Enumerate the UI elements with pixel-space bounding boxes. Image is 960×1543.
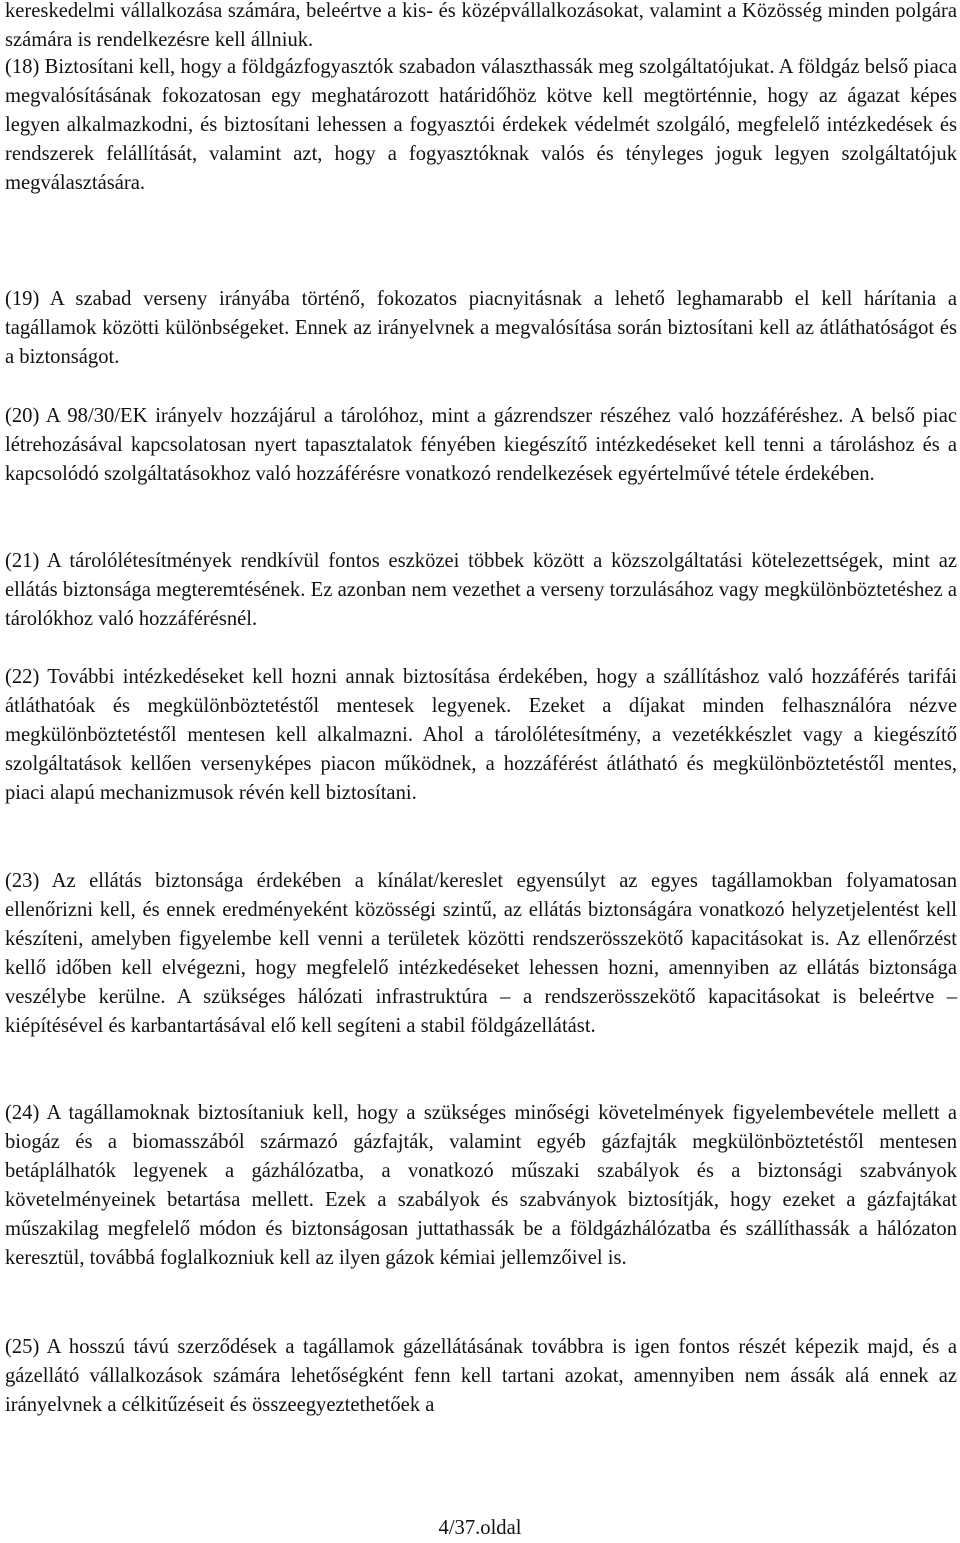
paragraph-continuation: kereskedelmi vállalkozása számára, beleértve a kis- és középvállalkozásokat, valamint a Közösség minden polgára számára is rendelkezésre kell állniuk.	[5, 0, 957, 51]
paragraph-19: (19) A szabad verseny irányába történő, fokozatos piacnyitásnak a lehető leghamarabb el kell hárítania a tagállamok közötti különbségeket. Ennek az irányelvnek a megvalósítása során biztosítani kell az átláthatóságot és a biztonságot.	[5, 288, 957, 368]
paragraph-18: (18) Biztosítani kell, hogy a földgázfogyasztók szabadon választhassák meg szolgáltatójukat. A földgáz belső piaca megvalósításának fokozatosan egy meghatározott határidőhöz kötve kell megtörténnie, hogy az ágazat képes legyen alkalmazkodni, és biztosítani lehessen a fogyasztói érdekek védelmét szolgáló, megfelelő intézkedések és rendszerek felállítását, valamint azt, hogy a fogyasztóknak valós és tényleges joguk legyen szolgáltatójuk megválasztására.	[5, 56, 957, 194]
paragraph-25: (25) A hosszú távú szerződések a tagállamok gázellátásának továbbra is igen fontos részét képezik majd, és a gázellátó vállalkozások számára lehetőségként fenn kell tartani azokat, amennyiben nem ássák alá ennek az irányelvnek a célkitűzéseit és összeegyeztethetőek a	[5, 1336, 957, 1416]
page-number: 4/37.oldal	[438, 1517, 522, 1539]
paragraph-22: (22) További intézkedéseket kell hozni annak biztosítása érdekében, hogy a szállításhoz való hozzáférés tarifái átláthatóak és megkülönböztetéstől mentesek legyenek. Ezeket a díjakat minden felhasználóra nézve megkülönböztetéstől mentesen kell alkalmazni. Ahol a tárolólétesítmény, a vezetékkészlet vagy a kiegészítő szolgáltatások kellően versenyképes piacon működnek, a hozzáférést átlátható és megkülönböztetéstől mentes, piaci alapú mechanizmusok révén kell biztosítani.	[5, 666, 957, 804]
paragraph-24: (24) A tagállamoknak biztosítaniuk kell, hogy a szükséges minőségi követelmények figyelembevétele mellett a biogáz és a biomasszából származó gázfajták, valamint egyéb gázfajták megkülönböztetéstől mentesen betáplálhatók legyenek a gázhálózatba, a vonatkozó műszaki szabályok és a biztonsági szabványok követelményeinek betartása mellett. Ezek a szabályok és szabványok biztosítják, hogy ezeket a gázfajtákat műszakilag megfelelő módon és biztonságosan juttathassák be a földgázhálózatba és szállíthassák a hálózaton keresztül, továbbá foglalkozniuk kell az ilyen gázok kémiai jellemzőivel is.	[5, 1102, 957, 1269]
paragraph-20: (20) A 98/30/EK irányelv hozzájárul a tárolóhoz, mint a gázrendszer részéhez való hozzáféréshez. A belső piac létrehozásával kapcsolatosan nyert tapasztalatok fényében kiegészítő intézkedéseket kell tenni a tároláshoz és a kapcsolódó szolgáltatásokhoz való hozzáférésre vonatkozó rendelkezések egyértelművé tétele érdekében.	[5, 405, 957, 485]
paragraph-23: (23) Az ellátás biztonsága érdekében a kínálat/kereslet egyensúlyt az egyes tagállamokban folyamatosan ellenőrizni kell, és ennek eredményeként közösségi szintű, az ellátás biztonságára vonatkozó helyzetjelentést kell készíteni, amelyben figyelembe kell venni a területek közötti rendszerösszekötő kapacitásokat is. Az ellenőrzést kellő időben kell elvégezni, hogy megfelelő intézkedéseket lehessen hozni, amennyiben az ellátás biztonsága veszélybe kerülne. A szükséges hálózati infrastruktúra – a rendszerösszekötő kapacitásokat is beleértve – kiépítésével és karbantartásával elő kell segíteni a stabil földgázellátást.	[5, 870, 957, 1037]
paragraph-21: (21) A tárolólétesítmények rendkívül fontos eszközei többek között a közszolgáltatási kötelezettségek, mint az ellátás biztonsága megteremtésének. Ez azonban nem vezethet a verseny torzulásához vagy megkülönböztetéshez a tárolókhoz való hozzáférésnél.	[5, 550, 957, 630]
